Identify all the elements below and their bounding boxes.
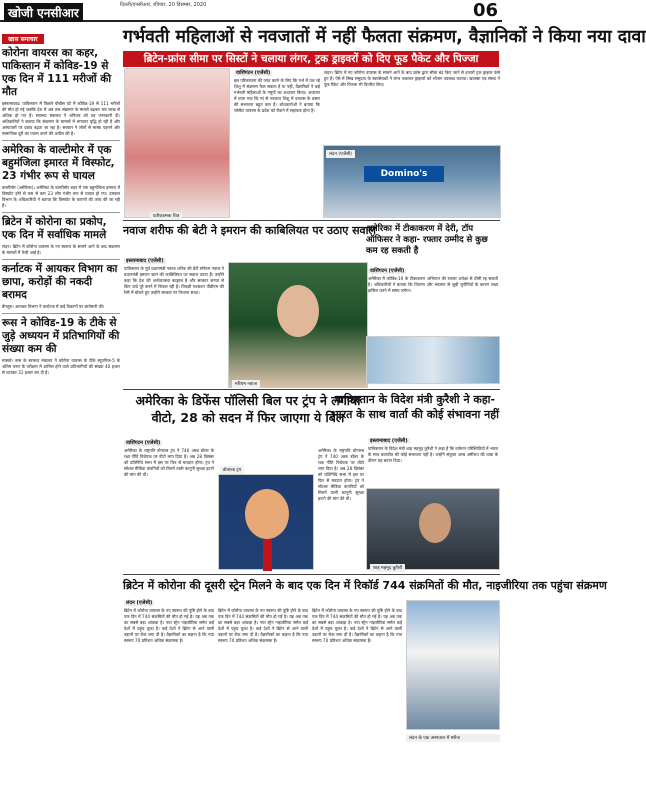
- maryam-face: [277, 285, 319, 337]
- trump-face: [245, 489, 289, 539]
- maryam-nawaz-photo: [228, 262, 368, 388]
- headline-uk-covid: ब्रिटेन में कोरोना का प्रकोप, एक दिन में सर्वाधिक मामले: [2, 216, 107, 241]
- pregnant-photo-caption: प्रतीकात्मक चित्र: [150, 212, 182, 220]
- headline-uk-record-deaths: ब्रिटेन में कोरोना की दूसरी स्ट्रेन मिलने के बाद एक दिन में रिकॉर्ड 744 संक्रमितों की मौत, नाइजीरिया तक पहुंचा संक्रमण: [123, 579, 607, 592]
- trump-tie: [263, 539, 272, 571]
- usa-story-body: अमेरिका में कोविड-19 के टीकाकरण अभियान की रफ्तार अपेक्षा से धीमी रह सकती है। अधिकारियों ने बताया कि वितरण और भंडारण से जुड़ी चुनौतियों के कारण लक्ष्य हासिल करने में समय लगेगा।: [368, 276, 498, 293]
- trump-byline: वाशिंगटन (एजेंसी): [126, 440, 161, 446]
- headline-russia-vaccine: रूस ने कोविड-19 के टीके से जुड़े अध्ययन में प्रतिभागियों की संख्या कम की: [2, 317, 120, 355]
- uk-byline: लंदन (एजेंसी): [126, 600, 153, 606]
- trump-caption: डोनाल्ड ट्रंप: [220, 466, 244, 474]
- trump-story-body-cont: अमेरिका के राष्ट्रपति डोनाल्ड ट्रंप ने 740 अरब डॉलर के रक्षा नीति विधेयक पर वीटो लगा दिया है। अब 28 दिसंबर को प्रतिनिधि सभा में इस पर फिर से मतदान होगा। ट्रंप ने सोशल मीडिया कंपनियों को मिलने वाली कानूनी सुरक्षा हटाने की मांग की थी।: [318, 448, 364, 501]
- qureshi-face: [419, 503, 451, 543]
- pak-byline: इस्लामाबाद (एजेंसी): [370, 438, 408, 444]
- divider: [2, 140, 120, 141]
- pregnant-story-body: इस परिकल्पना की जांच करने के लिए कि गर्भ में पल रहे शिशु में संक्रमण फैल सकता है या नहीं, वैज्ञानिकों ने कई गर्भवती महिलाओं के नमूनों का अध्ययन किया। अध्ययन में पाया गया कि मां से नवजात शिशु में वायरस के प्रसार की संभावना बहुत कम है। शोधकर्ताओं ने बताया कि प्लेसेंटा वायरस के प्रवेश को रोकने में सहायक होता है।: [234, 78, 320, 113]
- pak-story-body: पाकिस्तान के विदेश मंत्री शाह महमूद कुरैशी ने कहा है कि वर्तमान परिस्थितियों में भारत के साथ बातचीत की कोई संभावना नहीं है। उन्होंने संयुक्त अरब अमीरात की यात्रा के दौरान यह बयान दिया।: [368, 446, 498, 463]
- body-karnataka: बेंगलुरु। आयकर विभाग ने कर्नाटक में कई ठिकानों पर छापेमारी की।: [2, 304, 105, 309]
- headline-pakistan-covid: कोरोना वायरस का कहर, पाकिस्तान में कोविड-19 से एक दिन में 111 मरीजों की मौत: [2, 47, 112, 98]
- page-number: 06: [472, 0, 498, 21]
- divider: [123, 389, 500, 390]
- divider: [2, 313, 120, 314]
- headline-karnataka: कर्नाटक में आयकर विभाग का छापा, करोड़ों की नकदी बरामद: [2, 263, 118, 301]
- red-banner-headline: ब्रिटेन-फ्रांस सीमा पर सिस्टों ने चलाया लंगर, ट्रक ड्राइवरों को दिए फूड पैकेट और पिज्जा: [123, 51, 499, 67]
- trump-story-body: अमेरिका के राष्ट्रपति डोनाल्ड ट्रंप ने 740 अरब डॉलर के रक्षा नीति विधेयक पर वीटो लगा दिया है। अब 28 दिसंबर को प्रतिनिधि सभा में इस पर फिर से मतदान होगा। ट्रंप ने सोशल मीडिया कंपनियों को मिलने वाली कानूनी सुरक्षा हटाने की मांग की थी।: [124, 448, 214, 477]
- headline-nawaz-daughter: नवाज शरीफ की बेटी ने इमरान की काबिलियत पर उठाए सवाल: [123, 224, 376, 237]
- uk-story-body-col2: ब्रिटेन में कोरोना वायरस के नए स्वरूप की पुष्टि होने के बाद एक दिन में 744 संक्रमितों की मौत हो गई है। यह अब तक का सबसे बड़ा आंकड़ा है। नया स्ट्रेन नाइजीरिया समेत कई देशों में पहुंच चुका है। कई देशों ने ब्रिटेन से आने वाली उड़ानों पर रोक लगा दी है। वैज्ञानिकों का कहना है कि नया स्वरूप 70 प्रतिशत अधिक संक्रामक है।: [218, 608, 308, 643]
- masthead: [0, 0, 502, 22]
- vaccination-photo: [366, 336, 500, 384]
- body-pakistan-covid: इस्लामाबाद। पाकिस्तान में पिछले चौबीस घंटे में कोविड-19 से 111 मरीजों की मौत हो गई जबकि देश में अब तक संक्रमण के मामले बढ़कर चार लाख से अधिक हो गए हैं। स्वास्थ्य मंत्रालय ने शनिवार को यह जानकारी दी। अधिकारियों ने बताया कि संक्रमण के मामलों में लगातार वृद्धि हो रही है और अस्पतालों पर दबाव बढ़ता जा रहा है। सरकार ने लोगों से मास्क पहनने और सामाजिक दूरी का पालन करने की अपील की है।: [2, 101, 120, 136]
- hospital-photo: [406, 600, 500, 730]
- left-column: [2, 26, 120, 796]
- headline-usa-vaccination: अमेरिका में टीकाकरण में देरी, टॉप ऑफिसर ने कहा- रफ्तार उम्मीद से कुछ कम रह सकती है: [366, 224, 488, 256]
- dominos-sign: Domino's: [364, 166, 444, 182]
- headline-baltimore-blast: अमेरिका के वाल्टीमोर में एक बहुमंजिला इमारत में विस्फोट, 23 गंभीर रूप से घायल: [2, 144, 115, 182]
- pregnant-woman-photo: [124, 68, 230, 218]
- usa-byline: वाशिंगटन (एजेंसी): [370, 268, 405, 274]
- dominos-caption: लंदन (एजेंसी): [326, 150, 355, 158]
- uk-story-body-col3: ब्रिटेन में कोरोना वायरस के नए स्वरूप की पुष्टि होने के बाद एक दिन में 744 संक्रमितों की मौत हो गई है। यह अब तक का सबसे बड़ा आंकड़ा है। नया स्ट्रेन नाइजीरिया समेत कई देशों में पहुंच चुका है। कई देशों ने ब्रिटेन से आने वाली उड़ानों पर रोक लगा दी है। वैज्ञानिकों का कहना है कि नया स्वरूप 70 प्रतिशत अधिक संक्रामक है।: [312, 608, 402, 643]
- qureshi-caption: शाह महमूद कुरैशी: [370, 564, 405, 572]
- body-baltimore-blast: वाल्टीमोर (अमेरिका)। अमेरिका के वाल्टीमोर शहर में एक बहुमंजिला इमारत में विस्फोट होने से कम से कम 23 लोग गंभीर रूप से घायल हो गए। दमकल विभाग के अधिकारियों ने बताया कि विस्फोट के कारणों की जांच की जा रही है।: [2, 185, 120, 208]
- qureshi-photo: [366, 488, 500, 570]
- publication-title: खोजी एनसीआर: [4, 3, 83, 22]
- section-label: खास समाचार: [2, 34, 44, 44]
- lead-headline: गर्भवती महिलाओं से नवजातों में नहीं फैलता संक्रमण, वैज्ञानिकों ने किया नया दावा: [123, 27, 646, 47]
- nawaz-byline: इस्लामाबाद (एजेंसी): [126, 258, 164, 264]
- divider: [2, 212, 120, 213]
- nawaz-story-body: पाकिस्तान के पूर्व प्रधानमंत्री नवाज शरीफ की बेटी मरियम नवाज ने प्रधानमंत्री इमरान खान की काबिलियत पर सवाल उठाए हैं। उन्होंने कहा कि देश की अर्थव्यवस्था बदहाल है और सरकार जनता से किए वादे पूरे करने में विफल रही है। विपक्षी गठबंधन पीडीएम की रैली में बोलते हुए उन्होंने सरकार पर निशाना साधा।: [124, 266, 224, 295]
- trump-photo: [218, 474, 314, 570]
- issue-date: दिल्ली/एनसीआर, रविवार, 20 दिसम्बर, 2020: [120, 2, 207, 8]
- headline-trump-veto: अमेरिका के डिफेंस पॉलिसी बिल पर ट्रंप ने लगाया वीटो, 28 को सदन में फिर जाएगा ये बिल: [135, 393, 361, 425]
- maryam-caption: मरियम नवाज: [232, 380, 260, 388]
- divider: [2, 259, 120, 260]
- headline-pakistan-india-talks: पाकिस्तान के विदेश मंत्री कुरैशी ने कहा- भारत के साथ वार्ता की कोई संभावना नहीं: [331, 393, 499, 421]
- uk-story-body-col1: ब्रिटेन में कोरोना वायरस के नए स्वरूप की पुष्टि होने के बाद एक दिन में 744 संक्रमितों की मौत हो गई है। यह अब तक का सबसे बड़ा आंकड़ा है। नया स्ट्रेन नाइजीरिया समेत कई देशों में पहुंच चुका है। कई देशों ने ब्रिटेन से आने वाली उड़ानों पर रोक लगा दी है। वैज्ञानिकों का कहना है कि नया स्वरूप 70 प्रतिशत अधिक संक्रामक है।: [124, 608, 214, 643]
- body-russia-vaccine: मास्को। रूस के स्वास्थ्य मंत्रालय ने कोरोना वायरस के टीके स्पुतनिक-5 के अंतिम चरण के परीक्षण में शामिल होने वाले प्रतिभागियों की संख्या 40 हजार से घटाकर 31 हजार कर दी है।: [2, 358, 120, 375]
- body-uk-covid: लंदन। ब्रिटेन में कोरोना वायरस के नए स्वरूप के सामने आने के बाद संक्रमण के मामलों में तेजी आई है।: [2, 244, 120, 255]
- divider: [123, 574, 500, 575]
- pregnant-story-byline: वाशिंगटन (एजेंसी): [236, 70, 271, 76]
- hospital-caption: लंदन के एक अस्पताल में मरीज: [406, 734, 500, 742]
- divider: [123, 220, 500, 221]
- uk-france-story-body: लंदन। ब्रिटेन में नए कोरोना वायरस के सामने आने के बाद फ्रांस द्वारा सीमा बंद किए जाने से हजारों ट्रक ड्राइवर फंसे हुए हैं। ऐसे में सिख समुदाय के स्वयंसेवकों ने लंगर चलाकर ड्राइवरों को भोजन उपलब्ध कराया। खालसा एड संस्था ने फूड पैकेट और पिज्जा भी वितरित किए।: [324, 70, 500, 87]
